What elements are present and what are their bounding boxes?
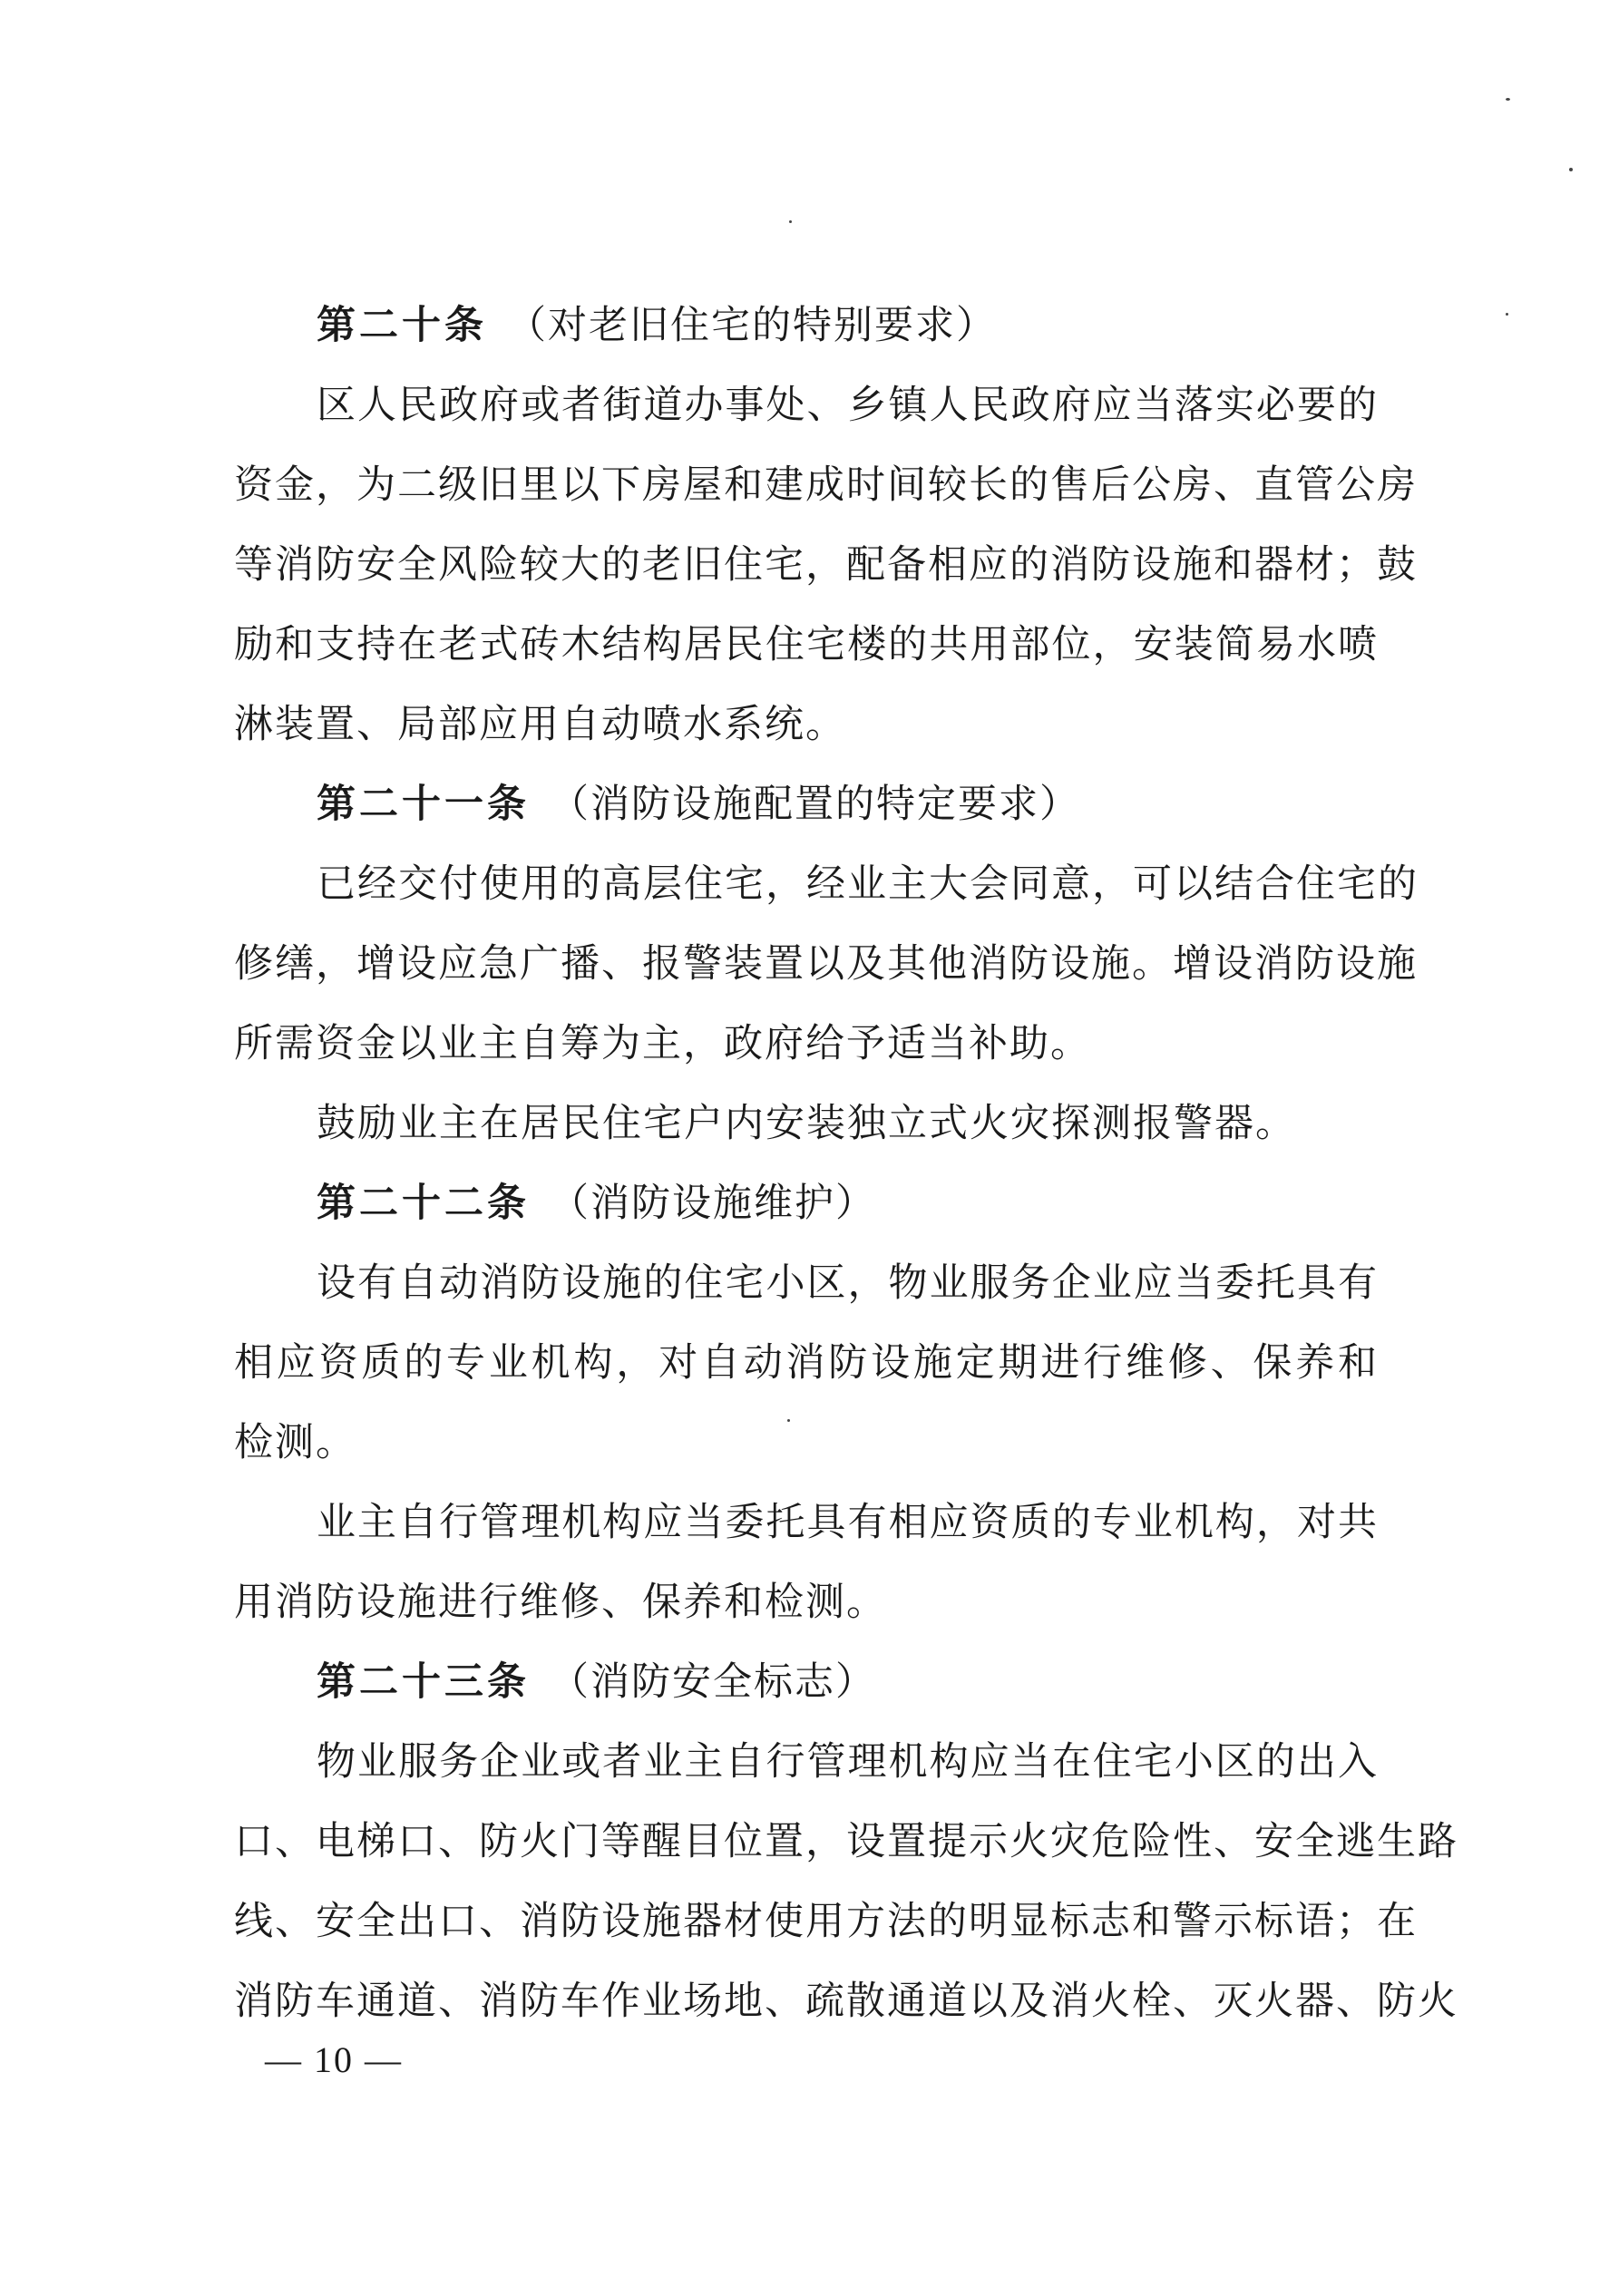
paragraph-line: 已经交付使用的高层住宅，经业主大会同意，可以结合住宅的 (317, 861, 1419, 907)
scan-speck (1506, 313, 1508, 316)
paragraph-line: 业主自行管理机构应当委托具有相应资质的专业机构，对共 (317, 1500, 1379, 1545)
article-number: 第二十一条 (317, 782, 530, 827)
article-heading (234, 1659, 1379, 1705)
article-number: 第二十二条 (317, 1181, 530, 1226)
article-title: （消防安全标志） (550, 1659, 876, 1705)
paragraph-line: 资金，为二级旧里以下房屋和建成时间较长的售后公房、直管公房 (234, 462, 1418, 508)
paragraph-line: 口、电梯口、防火门等醒目位置，设置提示火灾危险性、安全逃生路 (234, 1819, 1458, 1864)
scan-speck (787, 1419, 790, 1422)
paragraph-line: 消防车通道、消防车作业场地、疏散通道以及消火栓、灭火器、防火 (234, 1979, 1458, 2024)
scan-speck (1569, 168, 1573, 171)
article-heading (234, 303, 1379, 348)
document-page (234, 303, 1458, 2062)
article-title: （对老旧住宅的特别要求） (507, 303, 997, 348)
article-number: 第二十条 (317, 303, 487, 348)
article-title: （消防设施配置的特定要求） (550, 782, 1080, 827)
paragraph-line: 励和支持在老式砖木结构居民住宅楼的共用部位，安装简易水喷 (234, 622, 1379, 667)
paragraph-line: 物业服务企业或者业主自行管理机构应当在住宅小区的出入 (317, 1739, 1379, 1785)
paragraph-line: 相应资质的专业机构，对自动消防设施定期进行维修、保养和 (234, 1340, 1379, 1386)
paragraph-line: 鼓励业主在居民住宅户内安装独立式火灾探测报警器。 (317, 1101, 1296, 1146)
paragraph-line: 修缮，增设应急广播、报警装置以及其他消防设施。增设消防设施 (234, 941, 1418, 987)
scan-speck (1506, 98, 1510, 101)
paragraph-line: 用消防设施进行维修、保养和检测。 (234, 1580, 887, 1625)
paragraph-line: 线、安全出口、消防设施器材使用方法的明显标志和警示标语；在 (234, 1899, 1418, 1944)
scan-speck (789, 220, 792, 223)
article-title: （消防设施维护） (550, 1181, 876, 1226)
paragraph-line: 检测。 (234, 1420, 356, 1465)
paragraph-line: 区人民政府或者街道办事处、乡镇人民政府应当落实必要的 (317, 383, 1379, 428)
paragraph-line: 淋装置、局部应用自动喷水系统。 (234, 702, 846, 747)
article-heading (234, 1181, 1379, 1226)
paragraph-line: 等消防安全风险较大的老旧住宅，配备相应的消防设施和器材；鼓 (234, 542, 1418, 588)
paragraph-line: 所需资金以业主自筹为主，政府给予适当补助。 (234, 1021, 1091, 1066)
article-number: 第二十三条 (317, 1659, 530, 1705)
page-number: — 10 — (265, 2039, 403, 2080)
article-heading (234, 782, 1379, 827)
paragraph-line: 设有自动消防设施的住宅小区，物业服务企业应当委托具有 (317, 1260, 1379, 1306)
